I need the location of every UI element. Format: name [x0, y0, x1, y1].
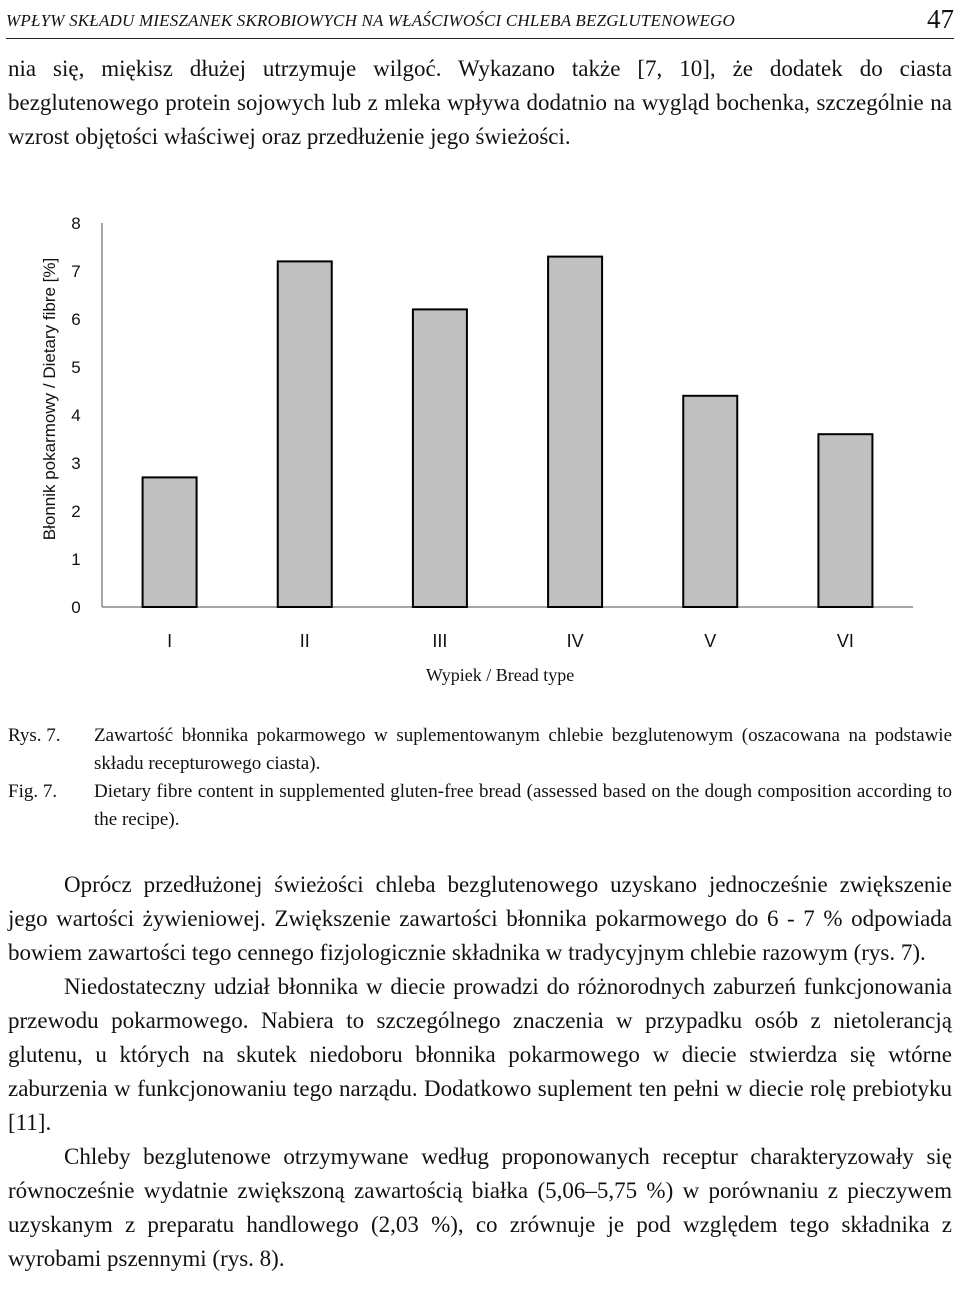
y-tick-label-5: 5 — [71, 358, 81, 377]
x-tick-label-VI: VI — [836, 631, 854, 651]
y-tick-label-4: 4 — [71, 406, 81, 425]
y-tick-label-8: 8 — [71, 214, 81, 233]
y-tick-label-0: 0 — [71, 598, 81, 617]
caption-polish — [8, 722, 952, 778]
bar-I — [143, 477, 197, 607]
y-tick-label-7: 7 — [71, 262, 81, 281]
running-title: WPŁYW SKŁADU MIESZANEK SKROBIOWYCH NA WŁAŚCIWOŚCI CHLEBA BEZGLUTENOWEGO — [6, 11, 736, 30]
caption-en-text: Dietary fibre content in supplemented gluten-free bread (assessed based on the dough composition according to the recipe). — [94, 781, 952, 830]
x-tick-label-IV: IV — [566, 631, 584, 651]
y-tick-label-6: 6 — [71, 310, 81, 329]
x-axis-ticks — [167, 631, 854, 651]
y-tick-label-1: 1 — [71, 550, 81, 569]
y-tick-label-2: 2 — [71, 502, 81, 521]
dietary-fibre-bar-chart — [0, 200, 960, 700]
x-tick-label-I: I — [167, 631, 173, 651]
bar-II — [278, 261, 332, 607]
bar-III — [413, 309, 467, 607]
intro-paragraph: nia się, miękisz dłużej utrzymuje wilgoć. Wykazano także [7, 10], że dodatek do ciasta bezglutenowego protein sojowych lub z mleka wpływa dodatnio na wygląd bochenka, szczególnie na wzrost objętości właściwej oraz przedłużenie jego świeżości. — [8, 56, 952, 149]
y-tick-label-3: 3 — [71, 454, 81, 473]
bar-V — [683, 396, 737, 607]
x-tick-label-V: V — [704, 631, 717, 651]
caption-english — [8, 778, 952, 834]
bar-VI — [818, 434, 872, 607]
figure-caption — [8, 722, 952, 834]
body-text — [8, 868, 952, 1276]
page-number: 47 — [927, 4, 954, 34]
body-paragraph-1: Oprócz przedłużonej świeżości chleba bezglutenowego uzyskano jednocześnie zwiększenie jego wartości żywieniowej. Zwiększenie zawartości błonnika pokarmowego do 6 - 7 % odpowiada bowiem zawartości tego cennego fizjologicznie składnika w tradycyjnym chlebie razowym (rys. 7). — [8, 872, 952, 965]
bar-IV — [548, 257, 602, 607]
x-tick-label-II: II — [299, 631, 310, 651]
caption-pl-label: Rys. 7. — [8, 725, 61, 746]
caption-en-label: Fig. 7. — [8, 781, 58, 802]
caption-pl-text: Zawartość błonnika pokarmowego w suplementowanym chlebie bezglutenowym (oszacowana na podstawie składu recepturowego ciasta). — [94, 725, 952, 774]
running-header — [6, 4, 954, 39]
x-tick-label-III: III — [432, 631, 448, 651]
body-paragraph-3: Chleby bezglutenowe otrzymywane według proponowanych receptur charakteryzowały się równocześnie wydatnie zwiększoną zawartością białka (5,06–5,75 %) w porównaniu z pieczywem uzyskanym z preparatu handlowego (2,03 %), co zrównuje je pod względem tego składnika z wyrobami pszennymi (rys. 8). — [8, 1144, 952, 1271]
x-axis-label: Wypiek / Bread type — [425, 665, 575, 685]
body-paragraph-2: Niedostateczny udział błonnika w diecie prowadzi do różnorodnych zaburzeń funkcjonowania przewodu pokarmowego. Nabiera to szczególnego znaczenia w przypadku osób z nietolerancją glutenu, u których na skutek niedoboru błonnika pokarmowego w diecie stwierdza się wtórne zaburzenia w funkcjonowaniu tego narządu. Dodatkowo suplement ten pełni w diecie rolę prebiotyku [11]. — [8, 974, 952, 1135]
y-axis-ticks — [71, 214, 80, 617]
y-axis-label: Błonnik pokarmowy / Dietary fibre [%] — [40, 257, 59, 541]
bars — [143, 257, 873, 607]
